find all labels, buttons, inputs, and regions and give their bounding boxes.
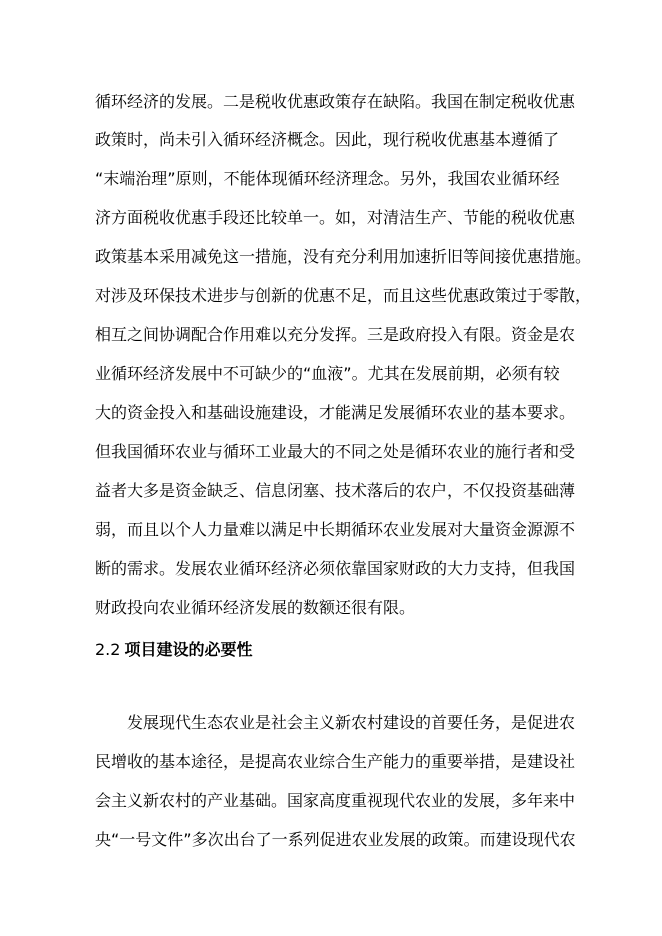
paragraph-line: 对涉及环保技术进步与创新的优惠不足，而且这些优惠政策过于零散， (95, 286, 592, 305)
paragraph-line: 但我国循环农业与循环工业最大的不同之处是循环农业的施行者和受 (95, 442, 576, 461)
paragraph-line: 财政投向农业循环经济发展的数额还很有限。 (95, 598, 416, 617)
paragraph-line: 断的需求。发展农业循环经济必须依靠国家财政的大力支持，但我国 (95, 559, 576, 578)
paragraph-line: 会主义新农村的产业基础。国家高度重视现代农业的发展，多年来中 (95, 791, 576, 810)
paragraph-line: 政策基本采用减免这一措施，没有充分利用加速折旧等间接优惠措施。 (95, 247, 592, 266)
paragraph-line: 益者大多是资金缺乏、信息闭塞、技术落后的农户，不仅投资基础薄 (95, 481, 576, 500)
paragraph-line: 民增收的基本途径，是提高农业综合生产能力的重要举措，是建设社 (95, 752, 576, 771)
paragraph-line: “末端治理”原则，不能体现循环经济理念。另外，我国农业循环经 (95, 169, 560, 188)
paragraph-line: 业循环经济发展中不可缺少的“血液”。尤其在发展前期，必须有较 (95, 364, 560, 383)
section-title: 项目建设的必要性 (124, 640, 253, 659)
section-heading (95, 640, 252, 660)
paragraph-line: 发展现代生态农业是社会主义新农村建设的首要任务，是促进农 (95, 713, 576, 732)
paragraph-line: 大的资金投入和基础设施建设，才能满足发展循环农业的基本要求。 (95, 403, 576, 422)
paragraph-line: 济方面税收优惠手段还比较单一。如，对清洁生产、节能的税收优惠 (95, 208, 576, 227)
paragraph-line: 循环经济的发展。二是税收优惠政策存在缺陷。我国在制定税收优惠 (95, 92, 576, 111)
paragraph-line: 弱，而且以个人力量难以满足中长期循环农业发展对大量资金源源不 (95, 520, 576, 539)
paragraph-line: 政策时，尚未引入循环经济概念。因此，现行税收优惠基本遵循了 (95, 130, 560, 149)
paragraph-line: 央“一号文件”多次出台了一系列促进农业发展的政策。而建设现代农 (95, 830, 576, 849)
section-number: 2.2 (95, 640, 121, 659)
paragraph-line: 相互之间协调配合作用难以充分发挥。三是政府投入有限。资金是农 (95, 325, 576, 344)
